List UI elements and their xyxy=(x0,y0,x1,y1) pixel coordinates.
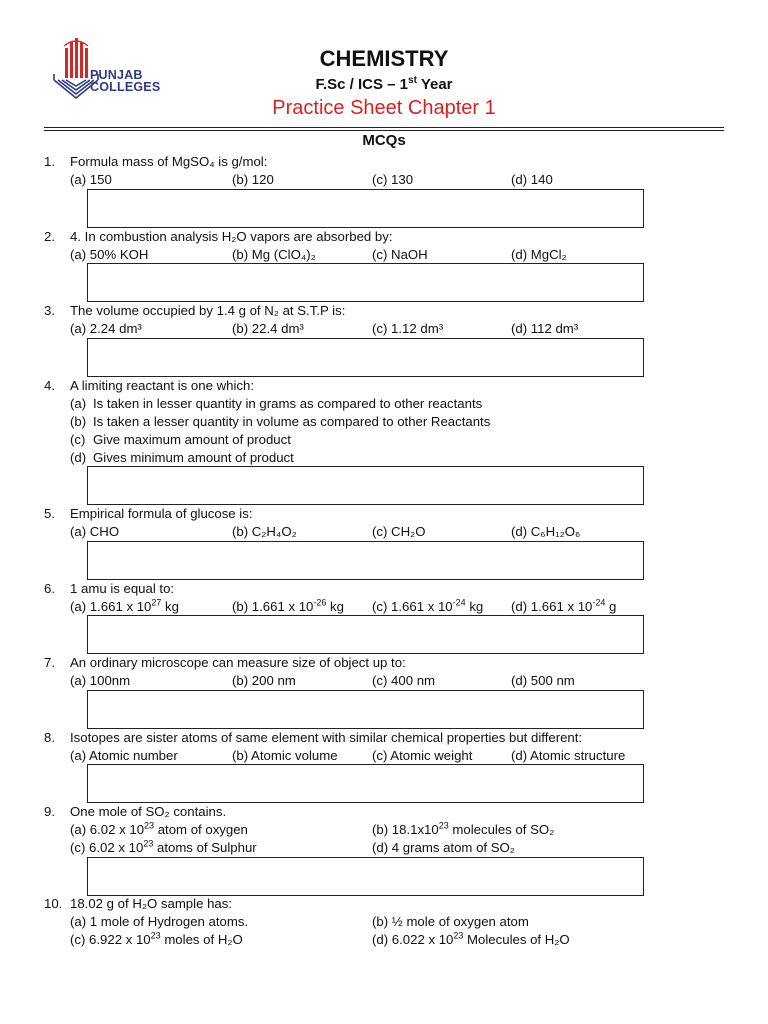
question-text: 18.02 g of H₂O sample has: xyxy=(70,896,232,911)
option-c: (c) Atomic weight xyxy=(372,748,473,763)
option-b: (b) Atomic volume xyxy=(232,748,338,763)
option-d: (d) 1.661 x $10^{-24}$ g xyxy=(511,597,617,614)
option-b: (b) 200 nm xyxy=(232,673,296,688)
answer-box-2[interactable] xyxy=(87,263,644,302)
option-c: (c) 6.922 x $10^{23}$ moles of H₂O xyxy=(70,930,243,947)
option-b: (b) 120 xyxy=(232,172,274,187)
question-text: One mole of SO₂ contains. xyxy=(70,804,227,819)
option-d: (d) 6.022 x $10^{23}$ Molecules of H₂O xyxy=(372,930,570,947)
option-b: (b) Is taken a lesser quantity in volume as compared to other Reactants xyxy=(70,414,491,429)
option-a: (a) Is taken in lesser quantity in grams as compared to other reactants xyxy=(70,396,483,411)
answer-box-9[interactable] xyxy=(87,857,644,896)
question-text: 1 amu is equal to: xyxy=(70,581,175,596)
question-text: An ordinary microscope can measure size of object up to: xyxy=(70,655,406,670)
option-c: (c) Give maximum amount of product xyxy=(70,432,291,447)
option-a: (a) 1 mole of Hydrogen atoms. xyxy=(70,914,249,929)
option-b: (b) 1.661 x $10^{-26}$ kg xyxy=(232,597,344,614)
option-b: (b) $18.1x10^{23}$ molecules of SO₂ xyxy=(372,820,555,837)
option-d: (d) 500 nm xyxy=(511,673,575,688)
question-8: 8. Isotopes are sister atoms of same element with similar chemical properties but different: (a) Atomic number (b) Atomic volume (c) Atomic weight (d) Atomic structure xyxy=(44,730,626,763)
question-text: A limiting reactant is one which: xyxy=(70,378,254,393)
question-text: 4. In combustion analysis H₂O vapors are absorbed by: xyxy=(70,229,393,244)
question-9: 9. One mole of SO₂ contains. (a) 6.02 x $10^{23}$ atom of oxygen (b) $18.1x10^{23}$ molecules of SO₂ (c) 6.02 x $10^{23}$ atoms of Sulphur (d) 4 grams atom of SO₂ xyxy=(44,804,555,855)
option-c: (c) 1.661 x $10^{-24}$ kg xyxy=(372,597,484,614)
question-4: 4. A limiting reactant is one which: (a) Is taken in lesser quantity in grams as compared to other reactants (b) Is taken a lesser quantity in volume as compared to other Reactants (c) Give maximum amount of product (d) Gives minimum amount of product xyxy=(44,377,724,467)
option-d: (d) Atomic structure xyxy=(511,748,626,763)
answer-box-3[interactable] xyxy=(87,338,644,377)
option-c: (c) 130 xyxy=(372,172,414,187)
option-c: (c) NaOH xyxy=(372,247,428,262)
option-d: (d) 140 xyxy=(511,172,553,187)
option-c: (c) 400 nm xyxy=(372,673,436,688)
question-1: 1. Formula mass of MgSO₄ is g/mol: (a) 150 (b) 120 (c) 130 (d) 140 xyxy=(44,154,553,187)
question-7: 7. An ordinary microscope can measure size of object up to: (a) 100nm (b) 200 nm (c) 400 nm (d) 500 nm xyxy=(44,655,575,688)
question-text: Formula mass of MgSO₄ is g/mol: xyxy=(70,154,268,169)
question-6: 6. 1 amu is equal to: (a) 1.661 x $10^{27}$ kg (b) 1.661 x $10^{-26}$ kg (c) 1.661 x $10^{-24}$ kg (d) 1.661 x $10^{-24}$ g xyxy=(44,581,617,614)
option-a: (a) Atomic number xyxy=(70,748,178,763)
logo-wordmark: PUNJAB COLLEGES xyxy=(90,68,161,94)
question-3: 3. The volume occupied by 1.4 g of N₂ at S.T.P is: (a) 2.24 dm³ (b) 22.4 dm³ (c) 1.12 dm³ (d) 112 dm³ xyxy=(44,303,579,336)
page-title: CHEMISTRY xyxy=(319,46,449,71)
option-a: (a) 2.24 dm³ xyxy=(70,321,142,336)
header-divider-top xyxy=(44,127,724,128)
answer-box-1[interactable] xyxy=(87,189,644,228)
option-a: (a) 1.661 x $10^{27}$ kg xyxy=(70,597,179,614)
question-text: Empirical formula of glucose is: xyxy=(70,506,253,521)
question-10: 10. 18.02 g of H₂O sample has: (a) 1 mole of Hydrogen atoms. (b) ½ mole of oxygen atom (c) 6.922 x $10^{23}$ moles of H₂O (d) 6.022 x $10^{23}$ Molecules of H₂O xyxy=(44,896,570,947)
option-a: (a) 150 xyxy=(70,172,112,187)
question-5: 5. Empirical formula of glucose is: (a) CHO (b) C₂H₄O₂ (c) CH₂O (d) C₆H₁₂O₆ xyxy=(44,506,581,539)
option-d: (d) MgCl₂ xyxy=(511,247,567,262)
question-text: The volume occupied by 1.4 g of N₂ at S.T.P is: xyxy=(70,303,346,318)
option-d: (d) 4 grams atom of SO₂ xyxy=(372,840,515,855)
option-b: (b) ½ mole of oxygen atom xyxy=(372,914,529,929)
sheet-title: Practice Sheet Chapter 1 xyxy=(272,97,496,119)
answer-box-6[interactable] xyxy=(87,615,644,654)
option-b: (b) 22.4 dm³ xyxy=(232,321,304,336)
answer-box-4[interactable] xyxy=(87,466,644,505)
option-b: (b) Mg (ClO₄)₂ xyxy=(232,247,316,262)
header-divider-bottom xyxy=(44,130,724,131)
option-d: (d) C₆H₁₂O₆ xyxy=(511,524,581,539)
question-text: Isotopes are sister atoms of same element with similar chemical properties but different: xyxy=(70,730,583,745)
option-a: (a) 50% KOH xyxy=(70,247,149,262)
section-heading: MCQs xyxy=(362,132,406,149)
option-c: (c) 1.12 dm³ xyxy=(372,321,444,336)
class-subtitle: F.Sc / ICS – 1st Year xyxy=(315,75,453,93)
option-c: (c) CH₂O xyxy=(372,524,426,539)
answer-box-7[interactable] xyxy=(87,690,644,729)
option-a: (a) CHO xyxy=(70,524,120,539)
option-c: (c) 6.02 x $10^{23}$ atoms of Sulphur xyxy=(70,838,257,855)
option-d: (d) 112 dm³ xyxy=(511,321,579,336)
option-d: (d) Gives minimum amount of product xyxy=(70,450,294,465)
option-a: (a) 100nm xyxy=(70,673,131,688)
answer-box-8[interactable] xyxy=(87,764,644,803)
answer-box-5[interactable] xyxy=(87,541,644,580)
option-a: (a) 6.02 x $10^{23}$ atom of oxygen xyxy=(70,820,248,837)
option-b: (b) C₂H₄O₂ xyxy=(232,524,297,539)
question-2: 2. 4. In combustion analysis H₂O vapors are absorbed by: (a) 50% KOH (b) Mg (ClO₄)₂ (c) NaOH (d) MgCl₂ xyxy=(44,229,567,262)
